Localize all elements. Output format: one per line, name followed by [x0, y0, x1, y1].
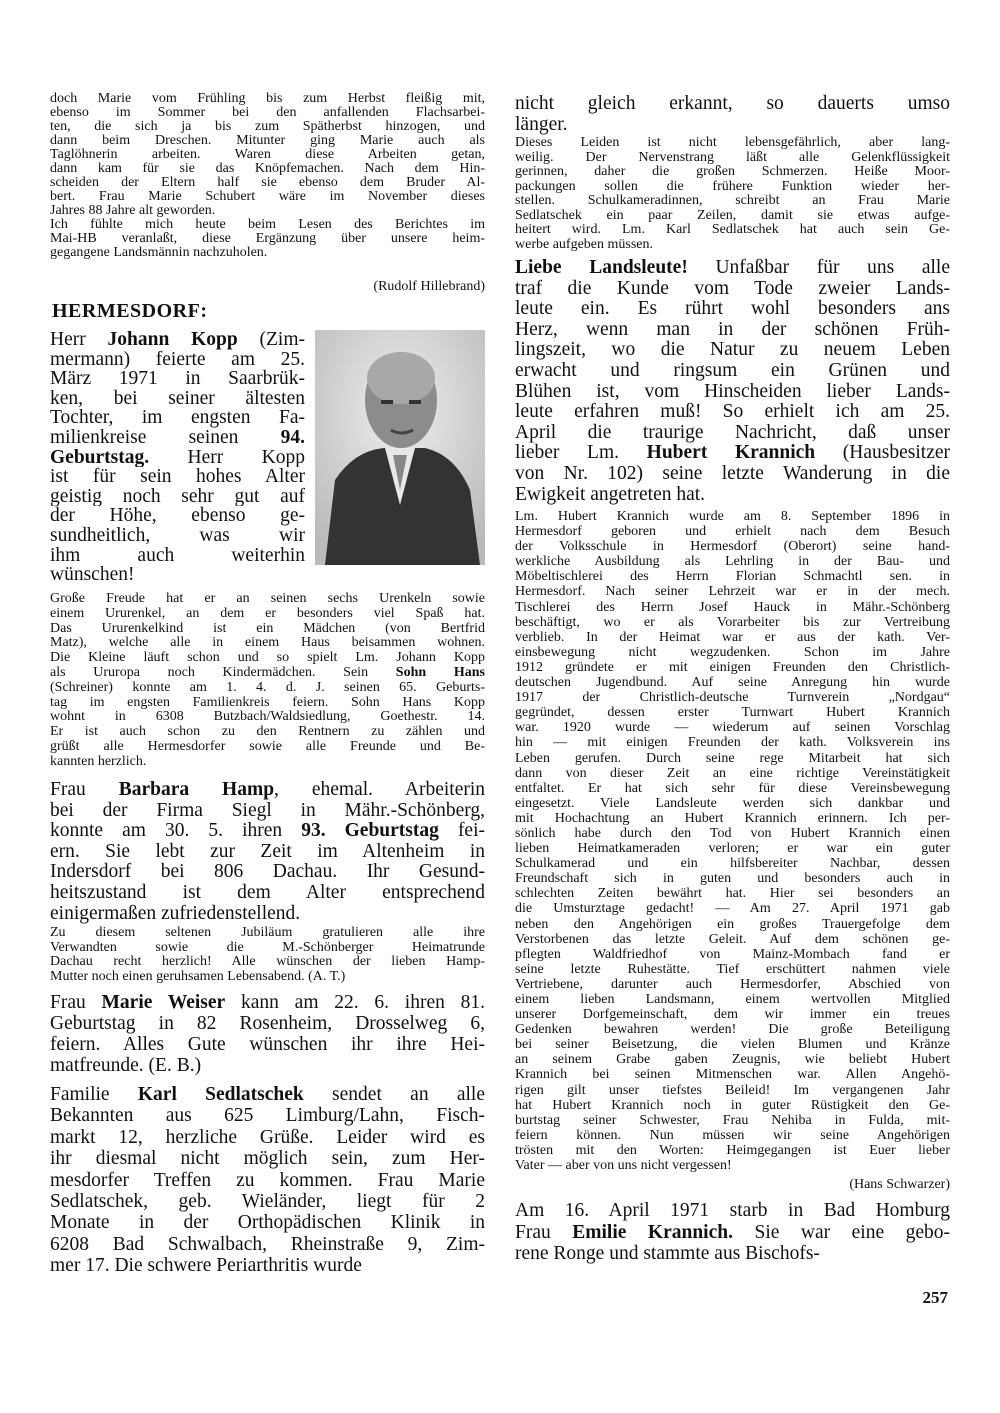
text-line: traf die Kunde vom Tode zweier Lands- [515, 278, 950, 299]
signature-rudolf-hillebrand: (Rudolf Hillebrand) [373, 279, 485, 294]
text-line: lieber Lm. Hubert Krannich (Hausbesitzer [515, 443, 950, 464]
text-line: ihr diesmal nicht möglich sein, zum Her- [50, 1148, 485, 1170]
text-line: Lm. Hubert Krannich wurde am 8. September 1896 in [515, 509, 950, 524]
text-line: ist für sein hohes Alter [50, 467, 305, 487]
text-line: bei seiner Beisetzung, die vielen Blumen und Kränze [515, 1037, 950, 1053]
text-line: rigen gilt unser tiefstes Beileid! Im vergangenen Jahr [515, 1082, 950, 1098]
text-line: gegründet, dessen erster Turnwart Hubert Krannich [515, 705, 950, 721]
text-line: milienkreise seinen 94. [50, 427, 305, 448]
text-line: ken, bei seiner ältesten [50, 388, 305, 409]
text-line: Sedlatschek, geb. Wieländer, liegt für 2 [50, 1190, 485, 1212]
bold-name: Liebe Landsleute! [515, 258, 688, 278]
bold-name: 93. Geburtstag [301, 821, 439, 842]
text-line: weilig. Der Nervenstrang läßt alle Gelenkflüssigkeit [515, 150, 950, 165]
text-line: Herz, wenn man in der schönen Früh- [515, 319, 950, 340]
text-line: Verstorbenen das letzte Geleit. Auf dem schönen ge- [515, 931, 950, 947]
text-line: Am 16. April 1971 starb in Bad Homburg [515, 1200, 950, 1221]
text-line: hin — mit einigen Freunden der kath. Volksverein ins [515, 735, 950, 751]
text-line: ihm auch weiterhin [50, 545, 305, 566]
text-line: Mai-HB veranlaßt, diese Ergänzung über unsere heim- [50, 232, 485, 246]
article-hamp [50, 780, 485, 924]
text-line: dann beim Dreschen. Mitunter ging Marie auch als [50, 134, 485, 148]
text-line: trösten mit den Worten: Heimgegangen ist Euer lieber [515, 1142, 950, 1158]
text-line: von Nr. 102) seine letzte Wanderung in die [515, 463, 950, 484]
text-line: hat Hubert Krannich noch in guter Rüstigkeit den Ge- [515, 1097, 950, 1113]
text-line: schlechten Zeiten bewährt hat. Hier sei besonders an [515, 886, 950, 902]
article-krannich-obituary [515, 509, 950, 1173]
text-line: Frau Marie Weiser kann am 22. 6. ihren 81. [50, 992, 485, 1013]
text-line: Bekannten aus 625 Limburg/Lahn, Fisch- [50, 1105, 485, 1127]
text-line: unserer Dorfgemeinschaft, dem wir immer ein treues [515, 1007, 950, 1023]
text-line: Ich fühlte mich heute beim Lesen des Berichtes im [50, 218, 485, 232]
article-sedlatschek [50, 1084, 485, 1277]
portrait-photo-johann-kopp [315, 330, 485, 565]
text-line: Jahres 88 Jahre alt geworden. [50, 204, 216, 218]
text-line: Frau Emilie Krannich. Sie war eine gebo- [515, 1221, 950, 1243]
text-line: Krannich bei seinen Mitmenschen war. Allen Angehö- [515, 1067, 950, 1083]
text-line: einem Ururenkel, an dem er besonders viel Spaß hat. [50, 606, 485, 621]
portrait-photo-icon [315, 330, 485, 565]
bold-name: Sohn Hans [395, 665, 485, 680]
text-line: wohnt in 6308 Butzbach/Waldsiedlung, Goethestr. 14. [50, 710, 485, 725]
text-line: der Höhe, ebenso ge- [50, 506, 305, 526]
text-line: Liebe Landsleute! Unfaßbar für uns alle [515, 258, 950, 278]
text-line: 6208 Bad Schwalbach, Rheinstraße 9, Zim- [50, 1233, 485, 1255]
article-sedlatschek-continued [515, 93, 950, 135]
text-line: mesdorfer Treffen zu kommen. Frau Marie [50, 1169, 485, 1191]
text-line: Frau Barbara Hamp, ehemal. Arbeiterin [50, 780, 485, 800]
signature-hans-schwarzer: (Hans Schwarzer) [849, 1177, 950, 1192]
text-line: Hermesdorf. Nach seiner Lehrzeit war er in der mech. [515, 584, 950, 600]
text-line: Freundschaft sich in guten und besonders auch in [515, 871, 950, 887]
text-line: Er ist auch schon zu den Rentnern zu zählen und [50, 725, 485, 740]
text-line: ebenso im Sommer bei den anfallenden Flachsarbei- [50, 106, 485, 120]
page-number: 257 [922, 1288, 948, 1307]
text-line: Verwandten sowie die M.-Schönberger Heimatrunde [50, 940, 485, 955]
text-line: eingesetzt. Viele Landsleute werden sich dankbar und [515, 795, 950, 811]
bold-name: Johann Kopp [107, 330, 238, 350]
bold-name: 94. [280, 427, 305, 448]
text-line: Vater — aber von uns nicht vergessen! [515, 1158, 732, 1174]
text-line: einem lieben Landsmann, einem wertvollen Mitglied [515, 992, 950, 1007]
text-line: entfaltet. Er hat sich sehr für diese Vereinsbewegung [515, 780, 950, 796]
text-line: einsbewegung nicht wegzudenken. Schon im Jahre [515, 644, 950, 660]
text-line: seine letzte Ruhestätte. Tief erschüttert nahmen viele [515, 961, 950, 977]
text-line: Zu diesem seltenen Jubiläum gratulieren alle ihre [50, 926, 485, 940]
article-schubert-text [50, 92, 485, 260]
text-line: leute ein. Es rührt wohl besonders ans [515, 299, 950, 320]
text-line: neben den Angehörigen ein großes Trauergefolge dem [515, 916, 950, 932]
text-line: mer 17. Die schwere Periarthritis wurde [50, 1255, 362, 1277]
text-line: geistig noch sehr gut auf [50, 486, 305, 507]
text-line: feiern. Alles Gute wünschen ihr ihre Hei- [50, 1034, 485, 1055]
text-line: bei der Firma Siegl in Mähr.-Schönberg, [50, 800, 485, 821]
text-line: Monate in der Orthopädischen Klinik in [50, 1212, 485, 1234]
text-line: Große Freude hat er an seinen sechs Urenkeln sowie [50, 592, 485, 606]
text-line: dann kam für sie das Knöpfemachen. Nach dem Hin- [50, 162, 485, 176]
text-line: burtstag seiner Schwester, Frau Nehiba in Fulda, mit- [515, 1112, 950, 1128]
text-line: feiern können. Nun müssen wir seine Angehörigen [515, 1127, 950, 1143]
text-line: rene Ronge und stammte aus Bischofs- [515, 1243, 820, 1264]
text-line: heitert wird. Lm. Karl Sedlatschek hat auch sein Ge- [515, 223, 950, 237]
bold-name: Karl Sedlatschek [137, 1084, 304, 1105]
text-line: als Ururopa noch Kindermädchen. Sein Sohn Hans [50, 665, 485, 680]
text-line: pflegten Waldfriedhof von Mainz-Mombach fand er [515, 946, 950, 962]
text-line: ten, die sich ja bis zum Spätherbst hinzogen, und [50, 120, 485, 134]
text-line: April die traurige Nachricht, daß unser [515, 422, 950, 443]
text-line: markt 12, herzliche Grüße. Leider wird es [50, 1126, 485, 1148]
text-line: 1912 gründete er mit einigen Freunden den Christlich- [515, 659, 950, 675]
text-line: stellen. Schulkameradinnen, schreibt an Frau Marie [515, 194, 950, 208]
text-line: Geburtstag in 82 Rosenheim, Drosselweg 6, [50, 1013, 485, 1034]
text-line: an seinem Grabe gaben Zeugnis, wie beliebt Hubert [515, 1052, 950, 1068]
article-liebe-landsleute [515, 258, 950, 505]
text-line: Das Ururenkelkind ist ein Mädchen (von Bertfrid [50, 621, 485, 636]
text-line: wünschen! [50, 565, 135, 585]
text-line: tag im engsten Familienkreis feiern. Sohn Hans Kopp [50, 695, 485, 710]
text-line: Mutter noch einen geruhsamen Lebensabend. (A. T.) [50, 969, 346, 984]
text-line: ern. Sie lebt zur Zeit im Altenheim in [50, 841, 485, 862]
text-line: bert. Frau Marie Schubert wäre im November dieses [50, 190, 485, 204]
text-line: einigermaßen zufriedenstellend. [50, 903, 301, 924]
text-line: Matz), welche alle in einem Haus beisammen wohnen. [50, 636, 485, 651]
text-line: Dieses Leiden ist nicht lebensgefährlich, aber lang- [515, 136, 950, 150]
text-line: werkliche Ausbildung als Lehrling in der Bau- und [515, 554, 950, 570]
text-line: kannten herzlich. [50, 754, 147, 769]
text-line: sundheitlich, was wir [50, 525, 305, 546]
text-line: Hermesdorf geboren und erhielt nach dem Besuch [515, 524, 950, 540]
text-line: konnte am 30. 5. ihren 93. Geburtstag fei- [50, 821, 485, 842]
text-line: 1917 der Christlich-deutsche Turnverein „Nordgau“ [515, 690, 950, 706]
bold-name: Emilie Krannich. [572, 1221, 733, 1243]
text-line: gegangene Landsmännin nachzuholen. [50, 246, 268, 260]
text-line: grüßt alle Hermesdorfer sowie alle Freunde und Be- [50, 739, 485, 754]
text-line: nicht gleich erkannt, so dauerts umso [515, 93, 950, 114]
text-line: Leben gerufen. Durch seine rege Mitarbeit hat sich [515, 750, 950, 766]
text-line: der Volksschule in Hermesdorf (Oberort) seine hand- [515, 539, 950, 555]
text-line: Gedenken bewahren werden! Die große Beteiligung [515, 1022, 950, 1038]
text-line: werbe aufgeben müssen. [515, 237, 654, 252]
article-kopp-details [50, 592, 485, 770]
section-heading-hermesdorf: HERMESDORF: [52, 300, 208, 322]
text-line: Dachau recht herzlich! Alle wünschen der lieben Hamp- [50, 955, 485, 969]
text-line: Die Kleine läuft schon und so spielt Lm. Johann Kopp [50, 651, 485, 666]
text-line: lingszeit, wo die Natur zu neuem Leben [515, 340, 950, 361]
text-line: doch Marie vom Frühling bis zum Herbst fleißig mit, [50, 92, 485, 106]
text-line: deutschen Jugendbund. Auf seine Anregung hin wurde [515, 675, 950, 691]
text-line: verblieb. In der Heimat war er aus der kath. Ver- [515, 629, 950, 645]
text-line: packungen sollen die frühere Funktion wieder her- [515, 179, 950, 194]
text-line: lieben Heimatkameraden verloren; er war ein guter [515, 841, 950, 857]
bold-name: Barbara Hamp [118, 780, 275, 800]
text-line: (Schreiner) konnte am 1. 4. d. J. seinen 65. Geburts- [50, 680, 485, 695]
text-line: matfreunde. (E. B.) [50, 1055, 202, 1076]
text-line: Herr Johann Kopp (Zim- [50, 330, 305, 350]
text-line: heitszustand ist dem Alter entsprechend [50, 882, 485, 903]
text-line: scheiden der Eltern half sie ebenso dem Bruder Al- [50, 176, 485, 190]
text-line: März 1971 in Saarbrük- [50, 369, 305, 389]
text-line: mit Hochachtung an Hubert Krannich erinnern. Ich per- [515, 810, 950, 826]
text-line: Indersdorf bei 806 Dachau. Ihr Gesund- [50, 862, 485, 883]
text-line: leute erfahren muß! So erhielt ich am 25. [515, 402, 950, 423]
article-weiser [50, 992, 485, 1076]
bold-name: Geburtstag. [50, 447, 150, 468]
text-line: Familie Karl Sedlatschek sendet an alle [50, 1084, 485, 1105]
text-line: Geburtstag. Herr Kopp [50, 447, 305, 468]
text-line: länger. [515, 114, 568, 135]
text-line: Vertriebene, darunter auch Hermesdorfer, Abschied von [515, 976, 950, 992]
article-kopp-intro [50, 330, 305, 585]
text-line: mermann) feierte am 25. [50, 349, 305, 370]
text-line: beschäftigt, wo er als Vorarbeiter bis zur Vertreibung [515, 614, 950, 630]
bold-name: Marie Weiser [101, 992, 226, 1013]
text-line: Sedlatschek ein paar Zeilen, damit sie etwas aufge- [515, 208, 950, 223]
text-line: gerinnen, daher die großen Schmerzen. Heiße Moor- [515, 165, 950, 179]
article-sedlatschek-details [515, 136, 950, 252]
bold-name: Hubert Krannich [646, 443, 816, 464]
text-line: Tischlerei des Herrn Josef Hauck in Mähr.-Schönberg [515, 599, 950, 615]
article-emilie-krannich [515, 1200, 950, 1265]
text-line: war. 1920 wurde — wiederum auf seinen Vorschlag [515, 720, 950, 736]
text-line: dann von dieser Zeit an eine richtige Vereinstätigkeit [515, 765, 950, 781]
article-hamp-congratulations [50, 926, 485, 984]
text-line: Ewigkeit angetreten hat. [515, 484, 706, 505]
text-line: sönlich habe durch den Tod von Hubert Krannich einen [515, 825, 950, 841]
text-line: Tochter, im engsten Fa- [50, 408, 305, 428]
text-line: Schulkamerad und ein hilfsbereiter Nachbar, dessen [515, 856, 950, 872]
text-line: Taglöhnerin arbeiten. Waren diese Arbeiten getan, [50, 148, 485, 162]
text-line: die Umsturztage gedacht! — Am 27. April 1971 gab [515, 901, 950, 917]
text-line: Möbeltischlerei des Herrn Florian Schmachtl sen. in [515, 569, 950, 585]
text-line: Blühen ist, vom Hinscheiden lieber Lands- [515, 381, 950, 402]
text-line: erwacht und ringsum ein Grünen und [515, 360, 950, 381]
